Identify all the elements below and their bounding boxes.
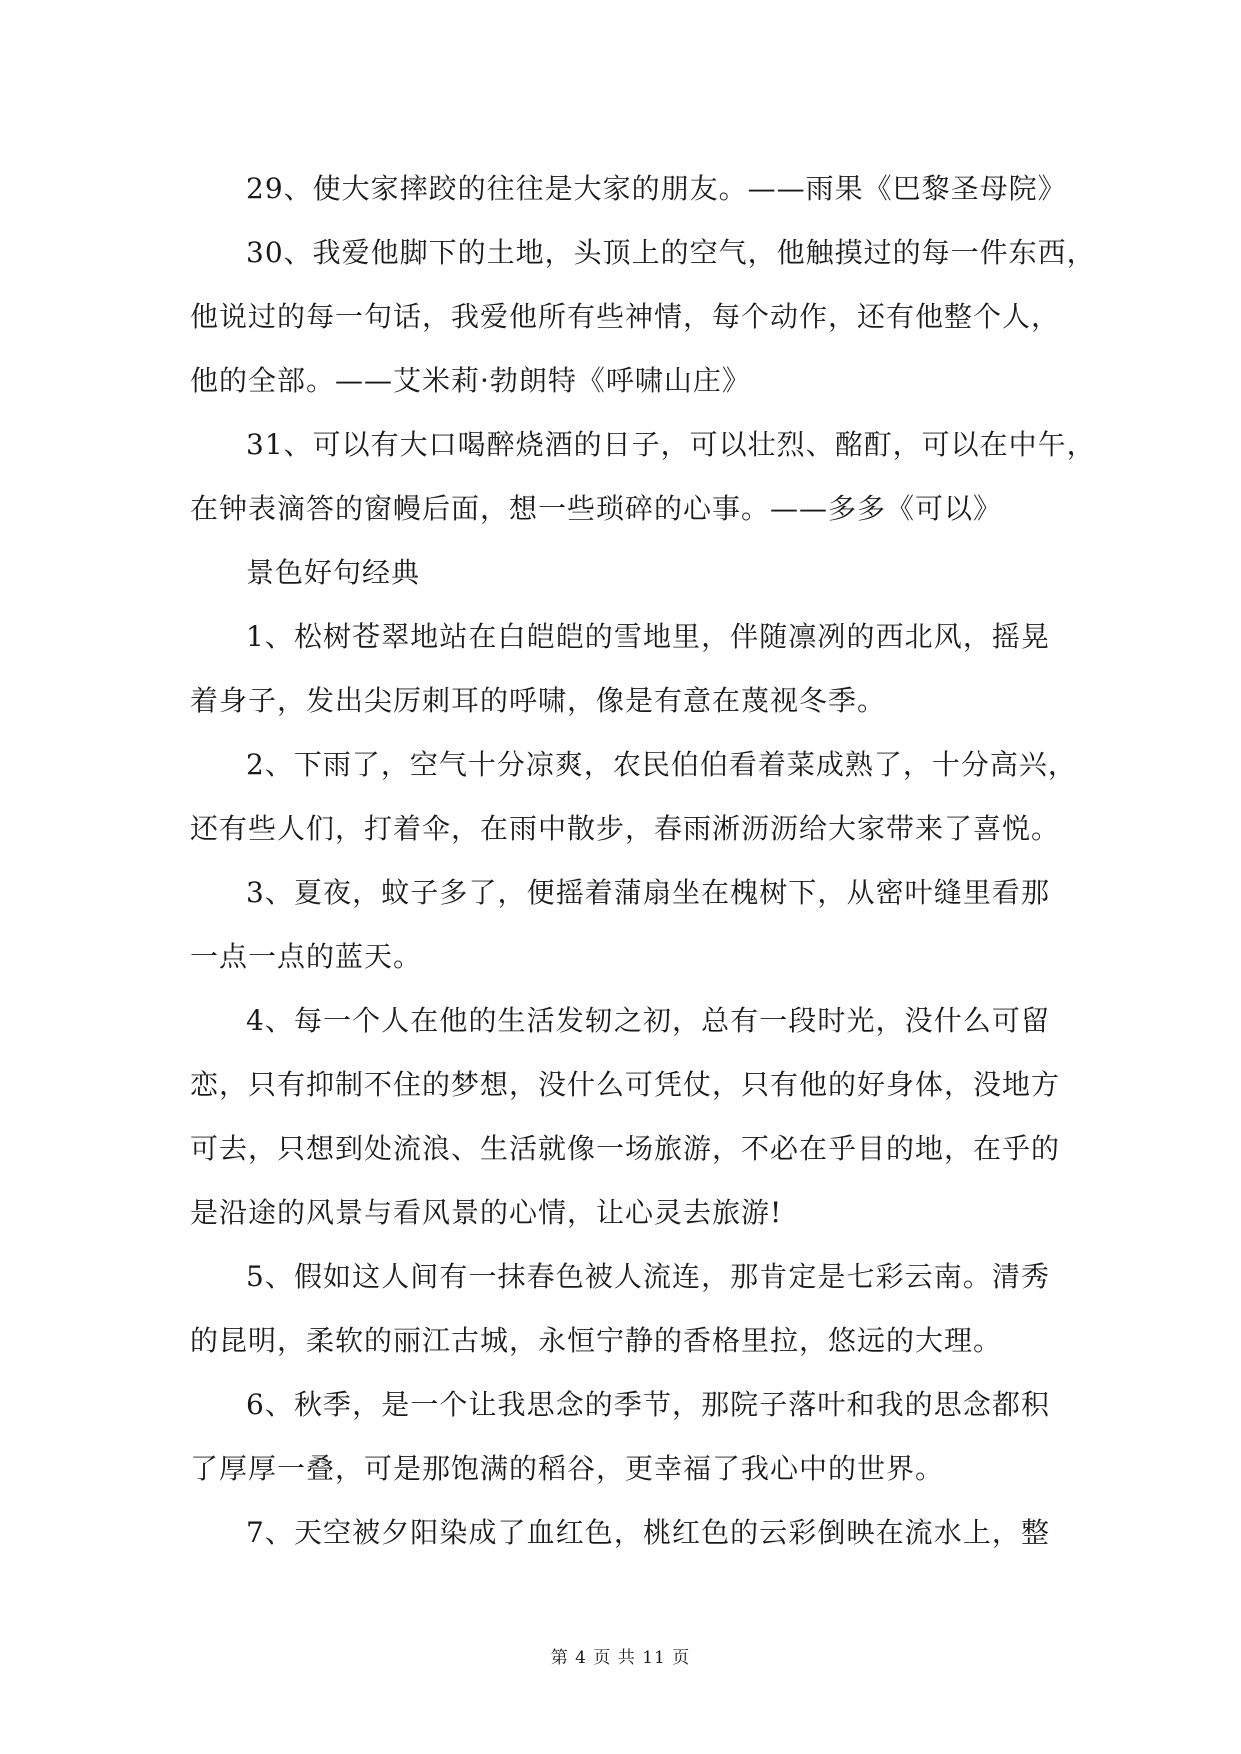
heading-text: 景色好句经典 <box>246 556 421 589</box>
text-line: 30、我爱他脚下的土地，头顶上的空气，他触摸过的每一件东西， <box>246 236 1096 269</box>
text-line: 可去，只想到处流浪、生活就像一场旅游，不必在乎目的地，在乎的 <box>190 1132 1061 1165</box>
text-line: 恋，只有抑制不住的梦想，没什么可凭仗，只有他的好身体，没地方 <box>190 1068 1061 1101</box>
text-line: 1、松树苍翠地站在白皑皑的雪地里，伴随凛冽的西北风，摇晃 <box>246 620 1050 653</box>
paragraph-scenery-2 <box>190 733 1077 861</box>
paragraph-31 <box>190 413 1096 541</box>
page-footer: 第 4 页 共 11 页 <box>550 1648 691 1668</box>
paragraph-scenery-4 <box>190 989 1061 1245</box>
text-line: 是沿途的风景与看风景的心情，让心灵去旅游! <box>190 1196 783 1229</box>
paragraph-scenery-6 <box>190 1373 1050 1501</box>
paragraph-scenery-5 <box>190 1245 1050 1373</box>
text-line: 31、可以有大口喝醉烧酒的日子，可以壮烈、酩酊，可以在中午， <box>246 428 1096 461</box>
text-line: 还有些人们，打着伞，在雨中散步，春雨淅沥沥给大家带来了喜悦。 <box>190 812 1061 845</box>
text-line: 了厚厚一叠，可是那饱满的稻谷，更幸福了我心中的世界。 <box>190 1452 945 1485</box>
paragraph-scenery-1 <box>190 605 1050 733</box>
text-line: 的昆明，柔软的丽江古城，永恒宁静的香格里拉，悠远的大理。 <box>190 1324 1003 1357</box>
document-body <box>190 157 1096 1565</box>
text-line: 他说过的每一句话，我爱他所有些神情，每个动作，还有他整个人， <box>190 300 1061 333</box>
text-line: 4、每一个人在他的生活发轫之初，总有一段时光，没什么可留 <box>246 1004 1050 1037</box>
text-line: 3、夏夜，蚊子多了，便摇着蒲扇坐在槐树下，从密叶缝里看那 <box>246 876 1050 909</box>
section-heading <box>190 541 1050 605</box>
text-line: 7、天空被夕阳染成了血红色，桃红色的云彩倒映在流水上，整 <box>246 1516 1050 1549</box>
text-line: 29、使大家摔跤的往往是大家的朋友。——雨果《巴黎圣母院》 <box>246 172 1067 205</box>
text-line: 在钟表滴答的窗幔后面，想一些琐碎的心事。——多多《可以》 <box>190 492 1003 525</box>
text-line: 一点一点的蓝天。 <box>190 940 423 973</box>
text-line: 5、假如这人间有一抹春色被人流连，那肯定是七彩云南。清秀 <box>246 1260 1050 1293</box>
text-line: 他的全部。——艾米莉·勃朗特《呼啸山庄》 <box>190 364 751 397</box>
text-line: 着身子，发出尖厉刺耳的呼啸，像是有意在蔑视冬季。 <box>190 684 887 717</box>
paragraph-scenery-3 <box>190 861 1050 989</box>
paragraph-30 <box>190 221 1096 413</box>
paragraph-29 <box>190 157 1067 221</box>
paragraph-scenery-7 <box>190 1501 1050 1565</box>
text-line: 2、下雨了，空气十分凉爽，农民伯伯看着菜成熟了，十分高兴， <box>246 748 1077 781</box>
text-line: 6、秋季，是一个让我思念的季节，那院子落叶和我的思念都积 <box>246 1388 1050 1421</box>
